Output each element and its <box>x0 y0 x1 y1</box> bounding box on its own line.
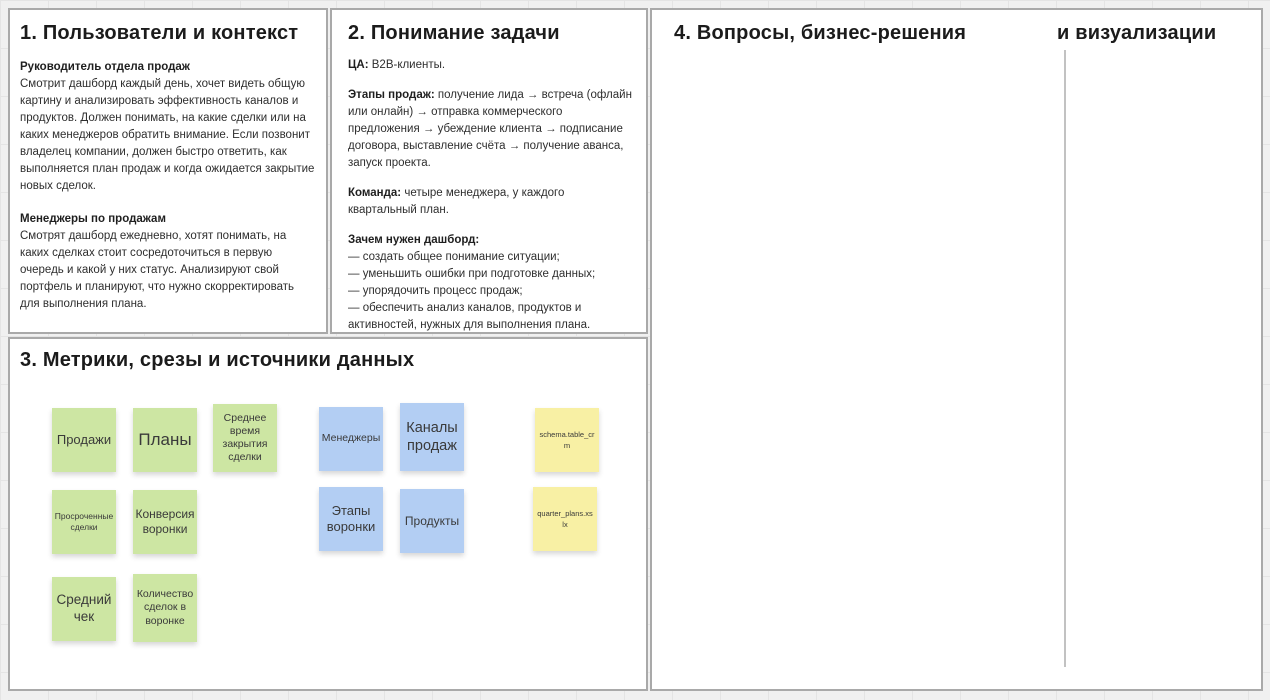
text-sales-managers-body: Смотрят дашборд ежедневно, хотят понимать, на каких сделках стоит сосредоточиться в первую очередь и какой у них статус. Анализируют свой портфель и планируют, что нужно скорректировать для выполнения плана. <box>20 230 295 311</box>
frame-users-context-title[interactable]: 1. Пользователи и контекст <box>20 22 299 44</box>
frame-task-understanding-title[interactable]: 2. Понимание задачи <box>348 22 560 44</box>
sticky-note-label: Этапы воронки <box>326 502 376 534</box>
frame-questions-decisions-title-left[interactable]: 4. Вопросы, бизнес-решения <box>674 22 967 44</box>
sticky-note-label: quarter_plans.xslx <box>537 508 593 529</box>
sticky-note-label: Планы <box>138 430 192 450</box>
sticky-note-label: Просроченные сделки <box>54 511 114 532</box>
text-target-audience-body: B2B-клиенты. <box>371 59 446 71</box>
dashboard-goal-item: — создать общее понимание ситуации; <box>348 251 560 264</box>
sticky-note-avg-close-time[interactable] <box>213 404 277 472</box>
sticky-note-label: schema.table_crm <box>539 429 595 450</box>
frame-users-context[interactable] <box>8 8 328 334</box>
sticky-note-label: Среднее время закрытия сделки <box>222 411 268 464</box>
sticky-note-label: Средний чек <box>56 592 112 624</box>
frame-task-understanding[interactable] <box>330 8 648 334</box>
frame-questions-decisions[interactable] <box>650 8 1263 691</box>
column-divider-line[interactable] <box>1064 50 1066 667</box>
text-sales-stages-label: Этапы продаж: <box>348 89 435 102</box>
text-team-label: Команда: <box>348 187 402 200</box>
sticky-note-deals-in-funnel[interactable] <box>133 574 197 642</box>
sticky-note-label: Каналы продаж <box>406 419 458 454</box>
text-sales-managers-heading: Менеджеры по продажам <box>20 213 166 226</box>
dashboard-goal-item: — обеспечить анализ каналов, продуктов и активностей, нужных для выполнения плана. <box>348 302 591 332</box>
text-target-audience[interactable] <box>348 57 634 74</box>
frame-questions-decisions-title-right[interactable]: и визуализации <box>1057 22 1217 44</box>
sticky-note-label: Продукты <box>404 513 460 528</box>
text-sales-stages[interactable] <box>348 87 634 172</box>
text-target-audience-label: ЦА: <box>348 59 369 71</box>
text-sales-head-heading: Руководитель отдела продаж <box>20 61 190 73</box>
sticky-note-quarter-plans-file[interactable] <box>533 487 597 551</box>
sticky-note-funnel-conversion[interactable] <box>133 490 197 554</box>
sticky-note-label: Конверсия воронки <box>135 507 195 536</box>
text-dashboard-goals-label: Зачем нужен дашборд: <box>348 234 480 247</box>
text-team[interactable] <box>348 185 634 219</box>
dashboard-goal-item: — упорядочить процесс продаж; <box>348 285 523 298</box>
sticky-note-managers[interactable] <box>319 407 383 471</box>
text-sales-stages-body: получение лида → встреча (офлайн или онлайн) → отправка коммерческого предложения → убеждение клиента → подписание договора, выставление счёта → получение аванса, запуск проекта. <box>348 89 632 170</box>
text-team-body: четыре менеджера, у каждого квартальный план. <box>348 187 565 217</box>
text-dashboard-goals[interactable] <box>348 232 634 334</box>
sticky-note-plans[interactable] <box>133 408 197 472</box>
text-sales-managers[interactable] <box>20 211 316 313</box>
sticky-note-overdue-deals[interactable] <box>52 490 116 554</box>
sticky-note-products[interactable] <box>400 489 464 553</box>
sticky-note-label: Продажи <box>56 431 112 447</box>
sticky-note-sales-channels[interactable] <box>400 403 464 471</box>
sticky-note-crm-table[interactable] <box>535 408 599 472</box>
sticky-note-label: Менеджеры <box>321 432 381 445</box>
sticky-note-sales[interactable] <box>52 408 116 472</box>
sticky-note-funnel-stages[interactable] <box>319 487 383 551</box>
text-sales-head[interactable] <box>20 59 316 195</box>
frame-metrics-sources-title[interactable]: 3. Метрики, срезы и источники данных <box>20 349 415 371</box>
sticky-note-label: Количество сделок в воронке <box>136 588 194 627</box>
text-sales-head-body: Смотрит дашборд каждый день, хочет видеть общую картину и анализировать эффективность каналов и продуктов. Должен понимать, на какие сделки или на каких менеджеров обратить внимание. Если позвонит владелец компании, должен быстро ответить, как выполняется план продаж и когда ожидается закрытие новых сделок. <box>20 78 315 193</box>
dashboard-goal-item: — уменьшить ошибки при подготовке данных; <box>348 268 596 281</box>
sticky-note-avg-check[interactable] <box>52 577 116 641</box>
